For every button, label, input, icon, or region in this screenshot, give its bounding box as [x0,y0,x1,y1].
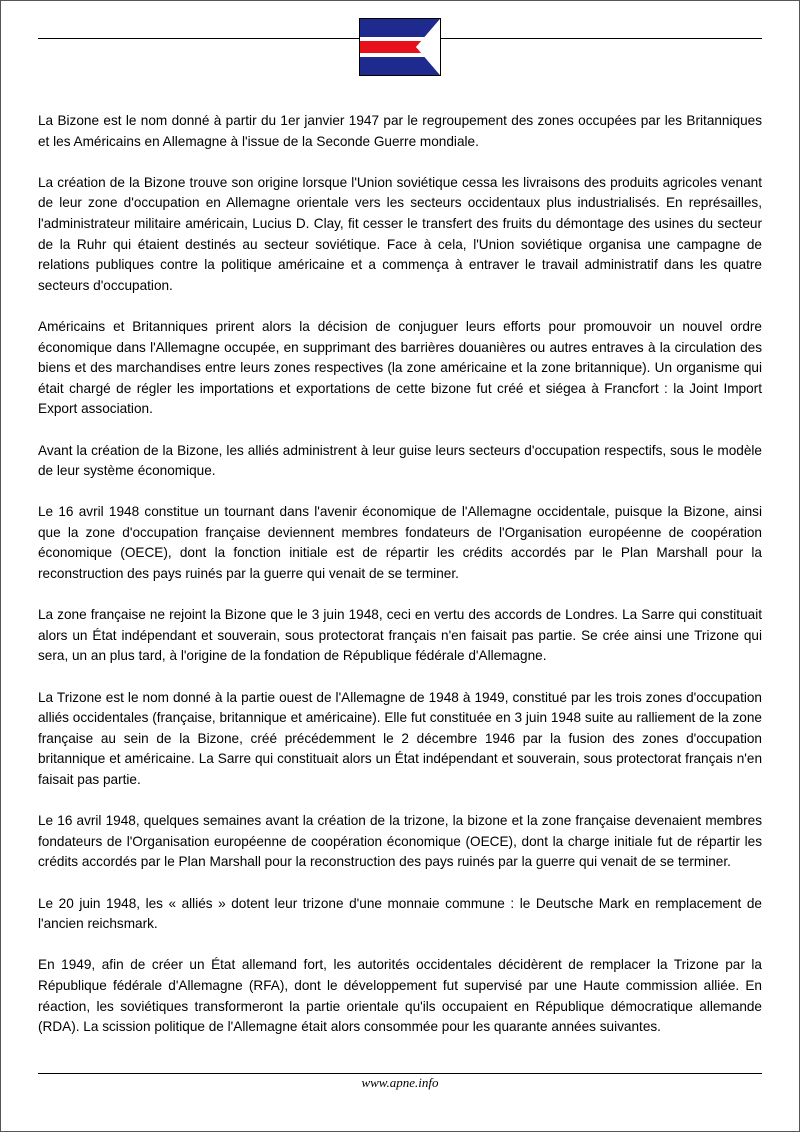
article-body [38,111,762,1058]
paragraph: Le 16 avril 1948 constitue un tournant dans l'avenir économique de l'Allemagne occidentale, puisque la Bizone, ainsi que la zone d'occupation française deviennent membres fondateurs de l'Organisation européenne de coopération économique (OECE), dont la fonction initiale est de répartir les crédits accordés par le Plan Marshall pour la reconstruction des pays ruinés par la guerre qui venait de se terminer. [38,504,762,582]
paragraph: La zone française ne rejoint la Bizone que le 3 juin 1948, ceci en vertu des accords de Londres. La Sarre qui constituait alors un État indépendant et souverain, sous protectorat français n'en faisait pas partie. Se crée ainsi une Trizone qui sera, un an plus tard, à l'origine de la fondation de République fédérale d'Allemagne. [38,607,762,664]
paragraph: La création de la Bizone trouve son origine lorsque l'Union soviétique cessa les livraisons des produits agricoles venant de leur zone d'occupation en Allemagne orientale vers les secteurs occidentaux plus industrialisés. En représailles, l'administrateur militaire américain, Lucius D. Clay, fit cesser le transfert des fruits du démontage des usines du secteur de la Ruhr qui étaient destinés au secteur soviétique. Face à cela, l'Union soviétique organisa une campagne de relations publiques contre la politique américaine et a commença à entraver le travail administratif dans les quatre secteurs d'occupation. [38,174,762,293]
paragraph: Le 20 juin 1948, les « alliés » dotent leur trizone d'une monnaie commune : le Deutsche Mark en remplacement de l'ancien reichsmark. [38,895,762,932]
pennant-flag-icon [359,18,441,76]
paragraph: Avant la création de la Bizone, les alliés administrent à leur guise leurs secteurs d'occupation respectifs, sous le modèle de leur système économique. [38,442,762,479]
paragraph: Américains et Britanniques prirent alors la décision de conjuguer leurs efforts pour promouvoir un nouvel ordre économique dans l'Allemagne occupée, en supprimant des barrières douanières ou autres entraves à la circulation des biens et des marchandises entre leurs zones respectives (la zone américaine et la zone britannique). Un organisme qui était chargé de régler les importations et exportations de cette bizone fut créé et siégea à Francfort : la Joint Import Export association. [38,318,762,417]
paragraph: La Bizone est le nom donné à partir du 1er janvier 1947 par le regroupement des zones occupées par les Britanniques et les Américains en Allemagne à l'issue de la Seconde Guerre mondiale. [38,113,762,149]
footer-url[interactable]: www.apne.info [361,1075,439,1090]
paragraph: Le 16 avril 1948, quelques semaines avant la création de la trizone, la bizone et la zone française devenaient membres fondateurs de l'Organisation européenne de coopération économique (OECE), dont la charge initiale fut de répartir les crédits accordés par le Plan Marshall pour la reconstruction des pays ruinés par la guerre qui venait de se terminer. [38,813,762,870]
paragraph: En 1949, afin de créer un État allemand fort, les autorités occidentales décidèrent de remplacer la Trizone par la République fédérale d'Allemagne (RFA), dont le développement fut supervisé par une Haute commission alliée. En réaction, les soviétiques transformeront la partie orientale qu'ils occupaient en République démocratique allemande (RDA). La scission politique de l'Allemagne était alors consommée pour les quarante années suivantes. [38,957,762,1035]
paragraph: La Trizone est le nom donné à la partie ouest de l'Allemagne de 1948 à 1949, constitué par les trois zones d'occupation alliés occidentales (française, britannique et américaine). Elle fut constituée en 3 juin 1948 suite au ralliement de la zone française au sein de la Bizone, créé précédemment le 2 décembre 1946 par la fusion des zones d'occupation britannique et américaine. La Sarre qui constituait alors un État indépendant et souverain, sous protectorat français n'en faisait pas partie. [38,689,762,787]
